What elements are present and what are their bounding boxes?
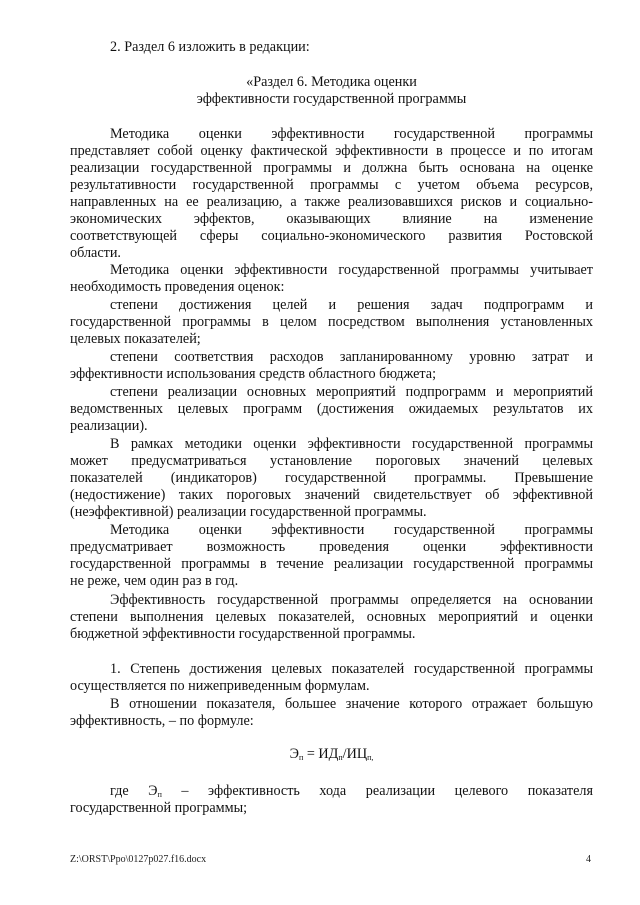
formula-eq: = ИД [303,746,339,762]
paragraph-line: бюджетной эффективности государственной программы. [70,626,416,642]
paragraph-line: Методика оценки эффективности государственной программы [110,522,593,538]
paragraph-line: В отношении показателя, большее значение которого отражает большую [110,696,593,712]
paragraph-line: области. [70,245,121,261]
paragraph-line: не реже, чем один раз в год. [70,573,239,589]
section-title-line-1: «Раздел 6. Методика оценки [246,74,417,90]
formula-ic-subscript: п, [367,753,374,762]
paragraph-line: осуществляется по нижеприведенным формулам. [70,678,370,694]
paragraph-line: степени соответствия расходов запланированному уровню затрат и [110,349,593,365]
paragraph-line: соответствующей сферы социально-экономического развития Ростовской [70,228,593,244]
paragraph-line: направленных на ее реализацию, а также реализовавшихся рисков и социально- [70,194,593,210]
paragraph-line: Методика оценки эффективности государственной программы [110,126,593,142]
paragraph-line: степени реализации основных мероприятий подпрограмм и мероприятий [110,384,593,400]
paragraph-line: ведомственных целевых программ (достижения ожидаемых результатов их [70,401,593,417]
paragraph-line: реализации государственной программы и должна быть основана на оценке [70,160,593,176]
paragraph-line: реализации). [70,418,148,434]
paragraph-line: может предусматриваться установление пороговых значений целевых [70,453,593,469]
paragraph-line: государственной программы в целом посредством выполнения установленных [70,314,593,330]
paragraph-line: 1. Степень достижения целевых показателей государственной программы [110,661,593,677]
section-title-line-2: эффективности государственной программы [196,91,467,107]
paragraph-line: эффективность, – по формуле: [70,713,254,729]
intro-text: 2. Раздел 6 изложить в редакции: [110,39,310,55]
formula-e: Э [289,746,300,762]
paragraph-line: Эффективность государственной программы определяется на основании [110,592,593,608]
paragraph-line: (неэффективной) реализации государственной программы. [70,504,427,520]
where-rest: – эффективность хода реализации целевого показателя [161,783,593,799]
formula-slash: /ИЦ [342,746,368,762]
paragraph-line: степени выполнения целевых показателей, основных мероприятий и оценки [70,609,593,625]
paragraph-line: (недостижение) таких пороговых значений свидетельствует об эффективной [70,487,593,503]
footer-file-path: Z:\ORST\Ppo\0127p027.f16.docx [70,854,207,865]
formula-e-subscript: п [299,753,304,762]
formula-id-subscript: п [338,753,343,762]
paragraph-line: целевых показателей; [70,331,201,347]
paragraph-line: Методика оценки эффективности государственной программы учитывает [110,262,593,278]
formula [70,746,593,766]
paragraph-line: В рамках методики оценки эффективности государственной программы [110,436,593,452]
paragraph-line: показателей (индикаторов) государственной программы. Превышение [70,470,593,486]
paragraph-line: предусматривает возможность проведения оценки эффективности [70,539,593,555]
where-prefix: где Э [110,783,158,799]
where-line-2: государственной программы; [70,800,248,816]
paragraph-line: эффективности использования средств областного бюджета; [70,366,437,382]
paragraph-line: государственной программы в течение реализации государственной программы [70,556,593,572]
page-number: 4 [586,854,591,865]
paragraph-line: экономических эффектов, оказывающих влияние на изменение [70,211,593,227]
where-subscript: п [157,790,162,799]
paragraph-line: степени достижения целей и решения задач подпрограмм и [110,297,593,313]
paragraph-line: представляет собой оценку фактической эффективности в процессе и по итогам [70,143,593,159]
paragraph-line: необходимость проведения оценок: [70,279,285,295]
paragraph-line: результативности государственной программы с учетом объема ресурсов, [70,177,593,193]
